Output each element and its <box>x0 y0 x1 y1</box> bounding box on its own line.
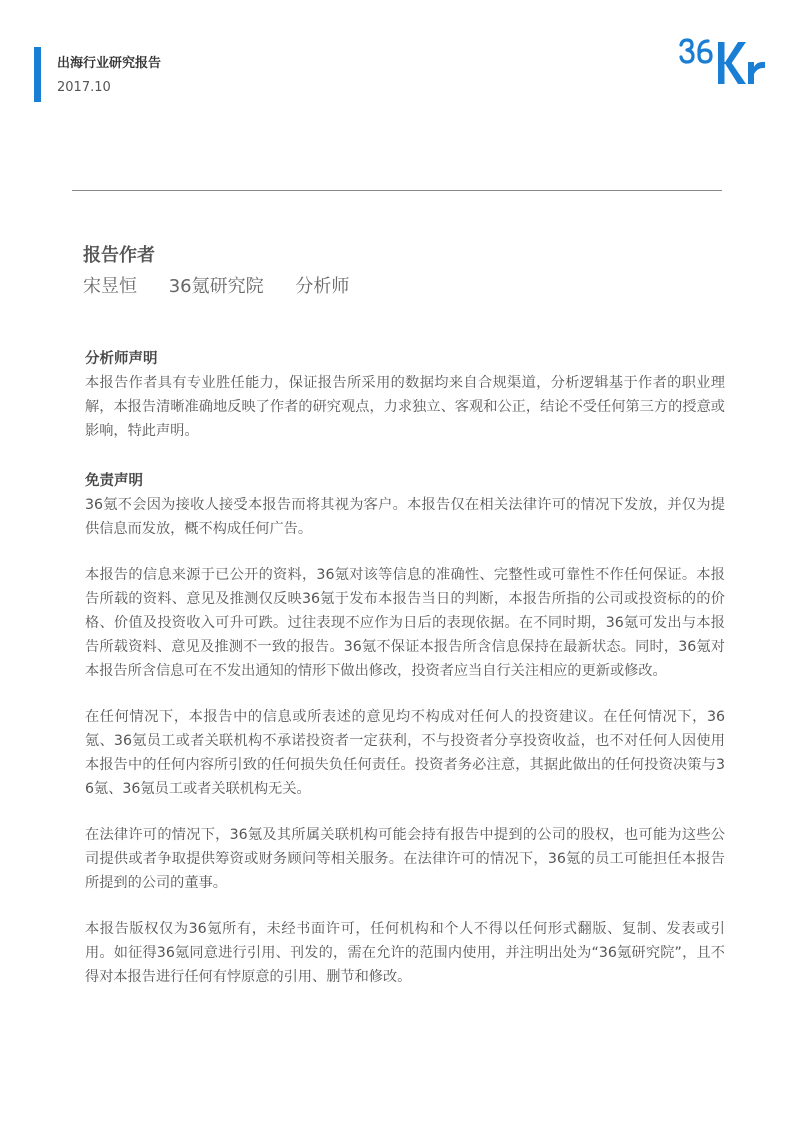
author-heading: 报告作者 <box>83 245 155 266</box>
disclaimer-paragraph: 本报告版权仅为36氪所有，未经书面许可，任何机构和个人不得以任何形式翻版、复制、发表或引用。如征得36氪同意进行引用、刊发的，需在允许的范围内使用，并注明出处为“36氪研究院”，且不得对本报告进行任何有悖原意的引用、删节和修改。 <box>85 921 725 985</box>
disclaimer-paragraph: 本报告的信息来源于已公开的资料，36氪对该等信息的准确性、完整性或可靠性不作任何保证。本报告所载的资料、意见及推测仅反映36氪于发布本报告当日的判断，本报告所指的公司或投资标的的价格、价值及投资收入可升可跌。过往表现不应作为日后的表现依据。在不同时期，36氪可发出与本报告所载资料、意见及推测不一致的报告。36氪不保证本报告所含信息保持在最新状态。同时，36氪对本报告所含信息可在不发出通知的情形下做出修改，投资者应当自行关注相应的更新或修改。 <box>85 567 725 679</box>
disclaimer-paragraph: 在法律许可的情况下，36氪及其所属关联机构可能会持有报告中提到的公司的股权，也可能为这些公司提供或者争取提供筹资或财务顾问等相关服务。在法律许可的情况下，36氪的员工可能担任本报告所提到的公司的董事。 <box>85 827 725 891</box>
author-organization: 36氪研究院 <box>168 276 264 297</box>
36kr-logo <box>678 36 768 90</box>
analyst-statement-text: 本报告作者具有专业胜任能力，保证报告所采用的数据均来自合规渠道，分析逻辑基于作者的职业理解，本报告清晰准确地反映了作者的研究观点，力求独立、客观和公正，结论不受任何第三方的授意或影响，特此声明。 <box>85 375 725 439</box>
disclaimer-heading: 免责声明 <box>85 473 143 489</box>
author-info <box>83 272 375 298</box>
author-role: 分析师 <box>295 276 350 297</box>
report-date: 2017.10 <box>57 80 111 95</box>
disclaimer-paragraph: 36氪不会因为接收人接受本报告而将其视为客户。本报告仅在相关法律许可的情况下发放，并仅为提供信息而发放，概不构成任何广告。 <box>85 497 725 537</box>
statement-content <box>85 347 725 989</box>
author-name: 宋昱恒 <box>83 276 137 297</box>
header-accent-bar <box>34 47 41 102</box>
report-series-title: 出海行业研究报告 <box>57 56 162 71</box>
disclaimer-paragraph: 在任何情况下，本报告中的信息或所表述的意见均不构成对任何人的投资建议。在任何情况下，36氪、36氪员工或者关联机构不承诺投资者一定获利，不与投资者分享投资收益，也不对任何人因使用本报告中的任何内容所引致的任何损失负任何责任。投资者务必注意，其据此做出的任何投资决策与36氪、36氪员工或者关联机构无关。 <box>85 709 725 797</box>
header-divider <box>72 190 722 191</box>
analyst-statement-heading: 分析师声明 <box>85 351 158 367</box>
